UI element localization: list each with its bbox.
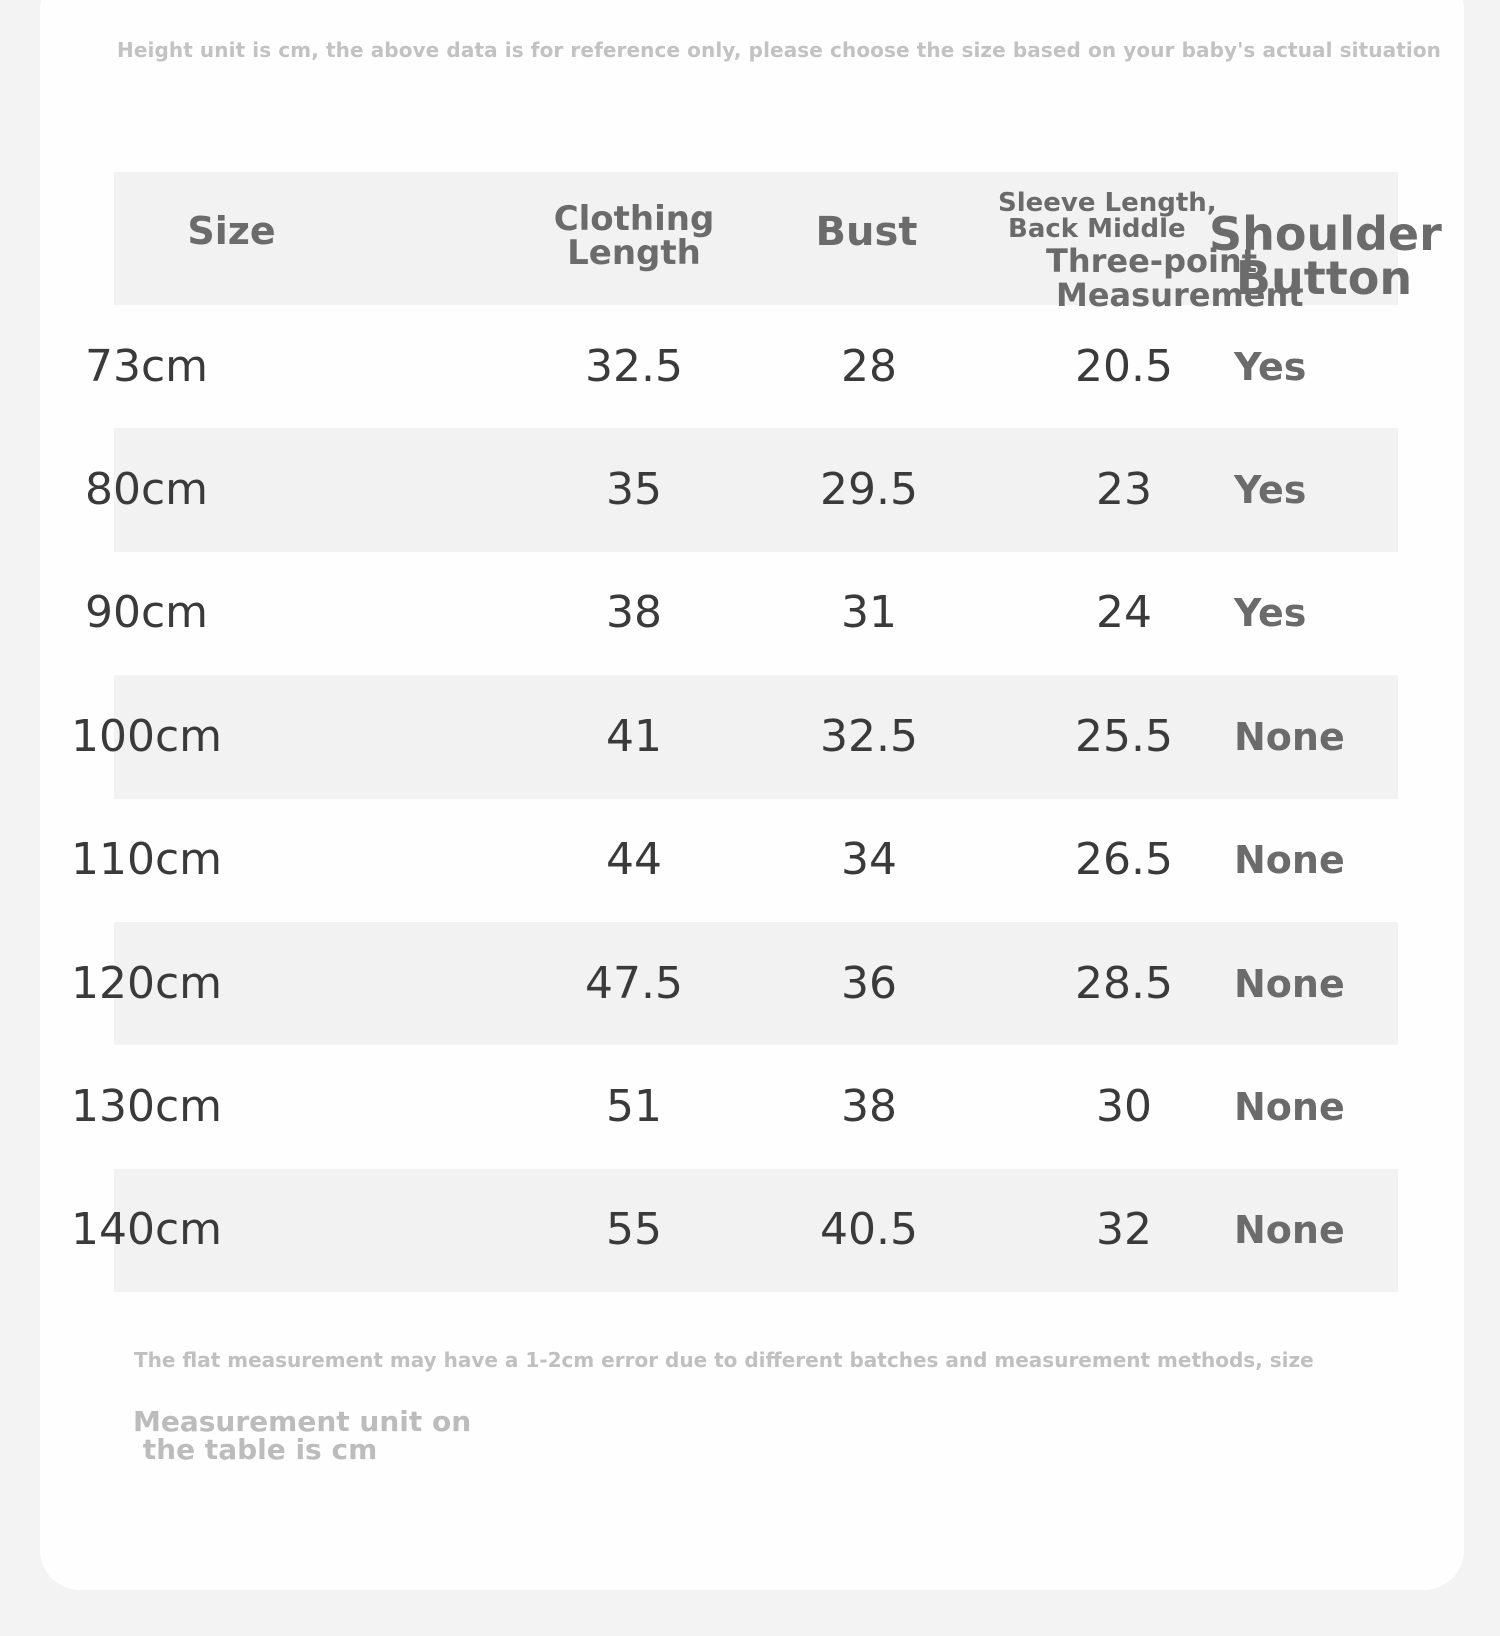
- table-row: [70, 1045, 1398, 1168]
- table-row: [70, 922, 1398, 1045]
- header-bust: Bust: [815, 209, 918, 255]
- cell-clothing-length: 38: [606, 587, 662, 639]
- header-clothing-length: [499, 199, 769, 273]
- cell-size: 110cm: [70, 834, 223, 886]
- cell-size: 140cm: [70, 1204, 223, 1256]
- cell-bust: 40.5: [820, 1204, 918, 1256]
- cell-shoulder-button: Yes: [1234, 344, 1307, 389]
- cell-shoulder-button: None: [1234, 1208, 1345, 1253]
- reference-note: Height unit is cm, the above data is for reference only, please choose the size based on your baby's actual situation: [117, 38, 1441, 62]
- table-row: [84, 428, 1398, 551]
- header-sleeve-line1: Sleeve Length,: [998, 188, 1217, 218]
- cell-sleeve-length: 24: [1096, 587, 1152, 639]
- cell-sleeve-length: 25.5: [1075, 710, 1173, 762]
- cell-sleeve-length: 28.5: [1075, 957, 1173, 1009]
- cell-size: 80cm: [84, 464, 209, 516]
- unit-note-line1: Measurement unit on: [133, 1405, 472, 1438]
- cell-clothing-length: 44: [606, 834, 662, 886]
- cell-shoulder-button: None: [1234, 1085, 1345, 1130]
- cell-clothing-length: 35: [606, 464, 662, 516]
- cell-bust: 36: [841, 957, 897, 1009]
- cell-shoulder-button: Yes: [1234, 468, 1307, 513]
- cell-bust: 32.5: [820, 710, 918, 762]
- cell-sleeve-length: 20.5: [1075, 340, 1173, 392]
- cell-bust: 28: [841, 340, 897, 392]
- header-sleeve-line4: Measurement: [1056, 276, 1304, 314]
- cell-size: 100cm: [70, 710, 223, 762]
- measurement-error-note: The flat measurement may have a 1-2cm error due to different batches and measurement methods, size: [134, 1348, 1314, 1372]
- header-size: Size: [187, 209, 276, 253]
- cell-clothing-length: 55: [606, 1204, 662, 1256]
- cell-sleeve-length: 23: [1096, 464, 1152, 516]
- header-shoulder-line2: Button: [1235, 251, 1413, 305]
- cell-size: 130cm: [70, 1081, 223, 1133]
- table-row: [70, 675, 1398, 798]
- cell-shoulder-button: None: [1234, 838, 1345, 883]
- table-row: [70, 1169, 1398, 1292]
- cell-clothing-length: 47.5: [585, 957, 683, 1009]
- cell-bust: 31: [841, 587, 897, 639]
- table-row: [84, 552, 1398, 675]
- unit-note: [133, 1405, 472, 1466]
- cell-bust: 29.5: [820, 464, 918, 516]
- cell-shoulder-button: Yes: [1234, 591, 1307, 636]
- header-sleeve-line3: Three-point: [1046, 242, 1258, 280]
- cell-sleeve-length: 32: [1096, 1204, 1152, 1256]
- cell-size: 73cm: [84, 340, 209, 392]
- size-table: [70, 172, 1442, 1292]
- header-shoulder-button: [1209, 207, 1442, 305]
- header-clothing-length-line2: Length: [567, 233, 701, 273]
- cell-bust: 38: [841, 1081, 897, 1133]
- cell-shoulder-button: None: [1234, 961, 1345, 1006]
- cell-clothing-length: 32.5: [585, 340, 683, 392]
- cell-clothing-length: 41: [606, 710, 662, 762]
- header-sleeve-line2: Back Middle: [1008, 214, 1186, 244]
- cell-clothing-length: 51: [606, 1081, 662, 1133]
- unit-note-line2: the table is cm: [133, 1433, 378, 1466]
- header-clothing-length-line1: Clothing: [553, 199, 715, 239]
- cell-sleeve-length: 30: [1096, 1081, 1152, 1133]
- cell-shoulder-button: None: [1234, 714, 1345, 759]
- table-row: [70, 799, 1398, 922]
- table-row: [84, 305, 1398, 428]
- cell-size: 120cm: [70, 957, 223, 1009]
- cell-sleeve-length: 26.5: [1075, 834, 1173, 886]
- cell-bust: 34: [841, 834, 897, 886]
- header-shoulder-line1: Shoulder: [1209, 207, 1442, 261]
- table-header: [114, 172, 1442, 314]
- cell-size: 90cm: [84, 587, 209, 639]
